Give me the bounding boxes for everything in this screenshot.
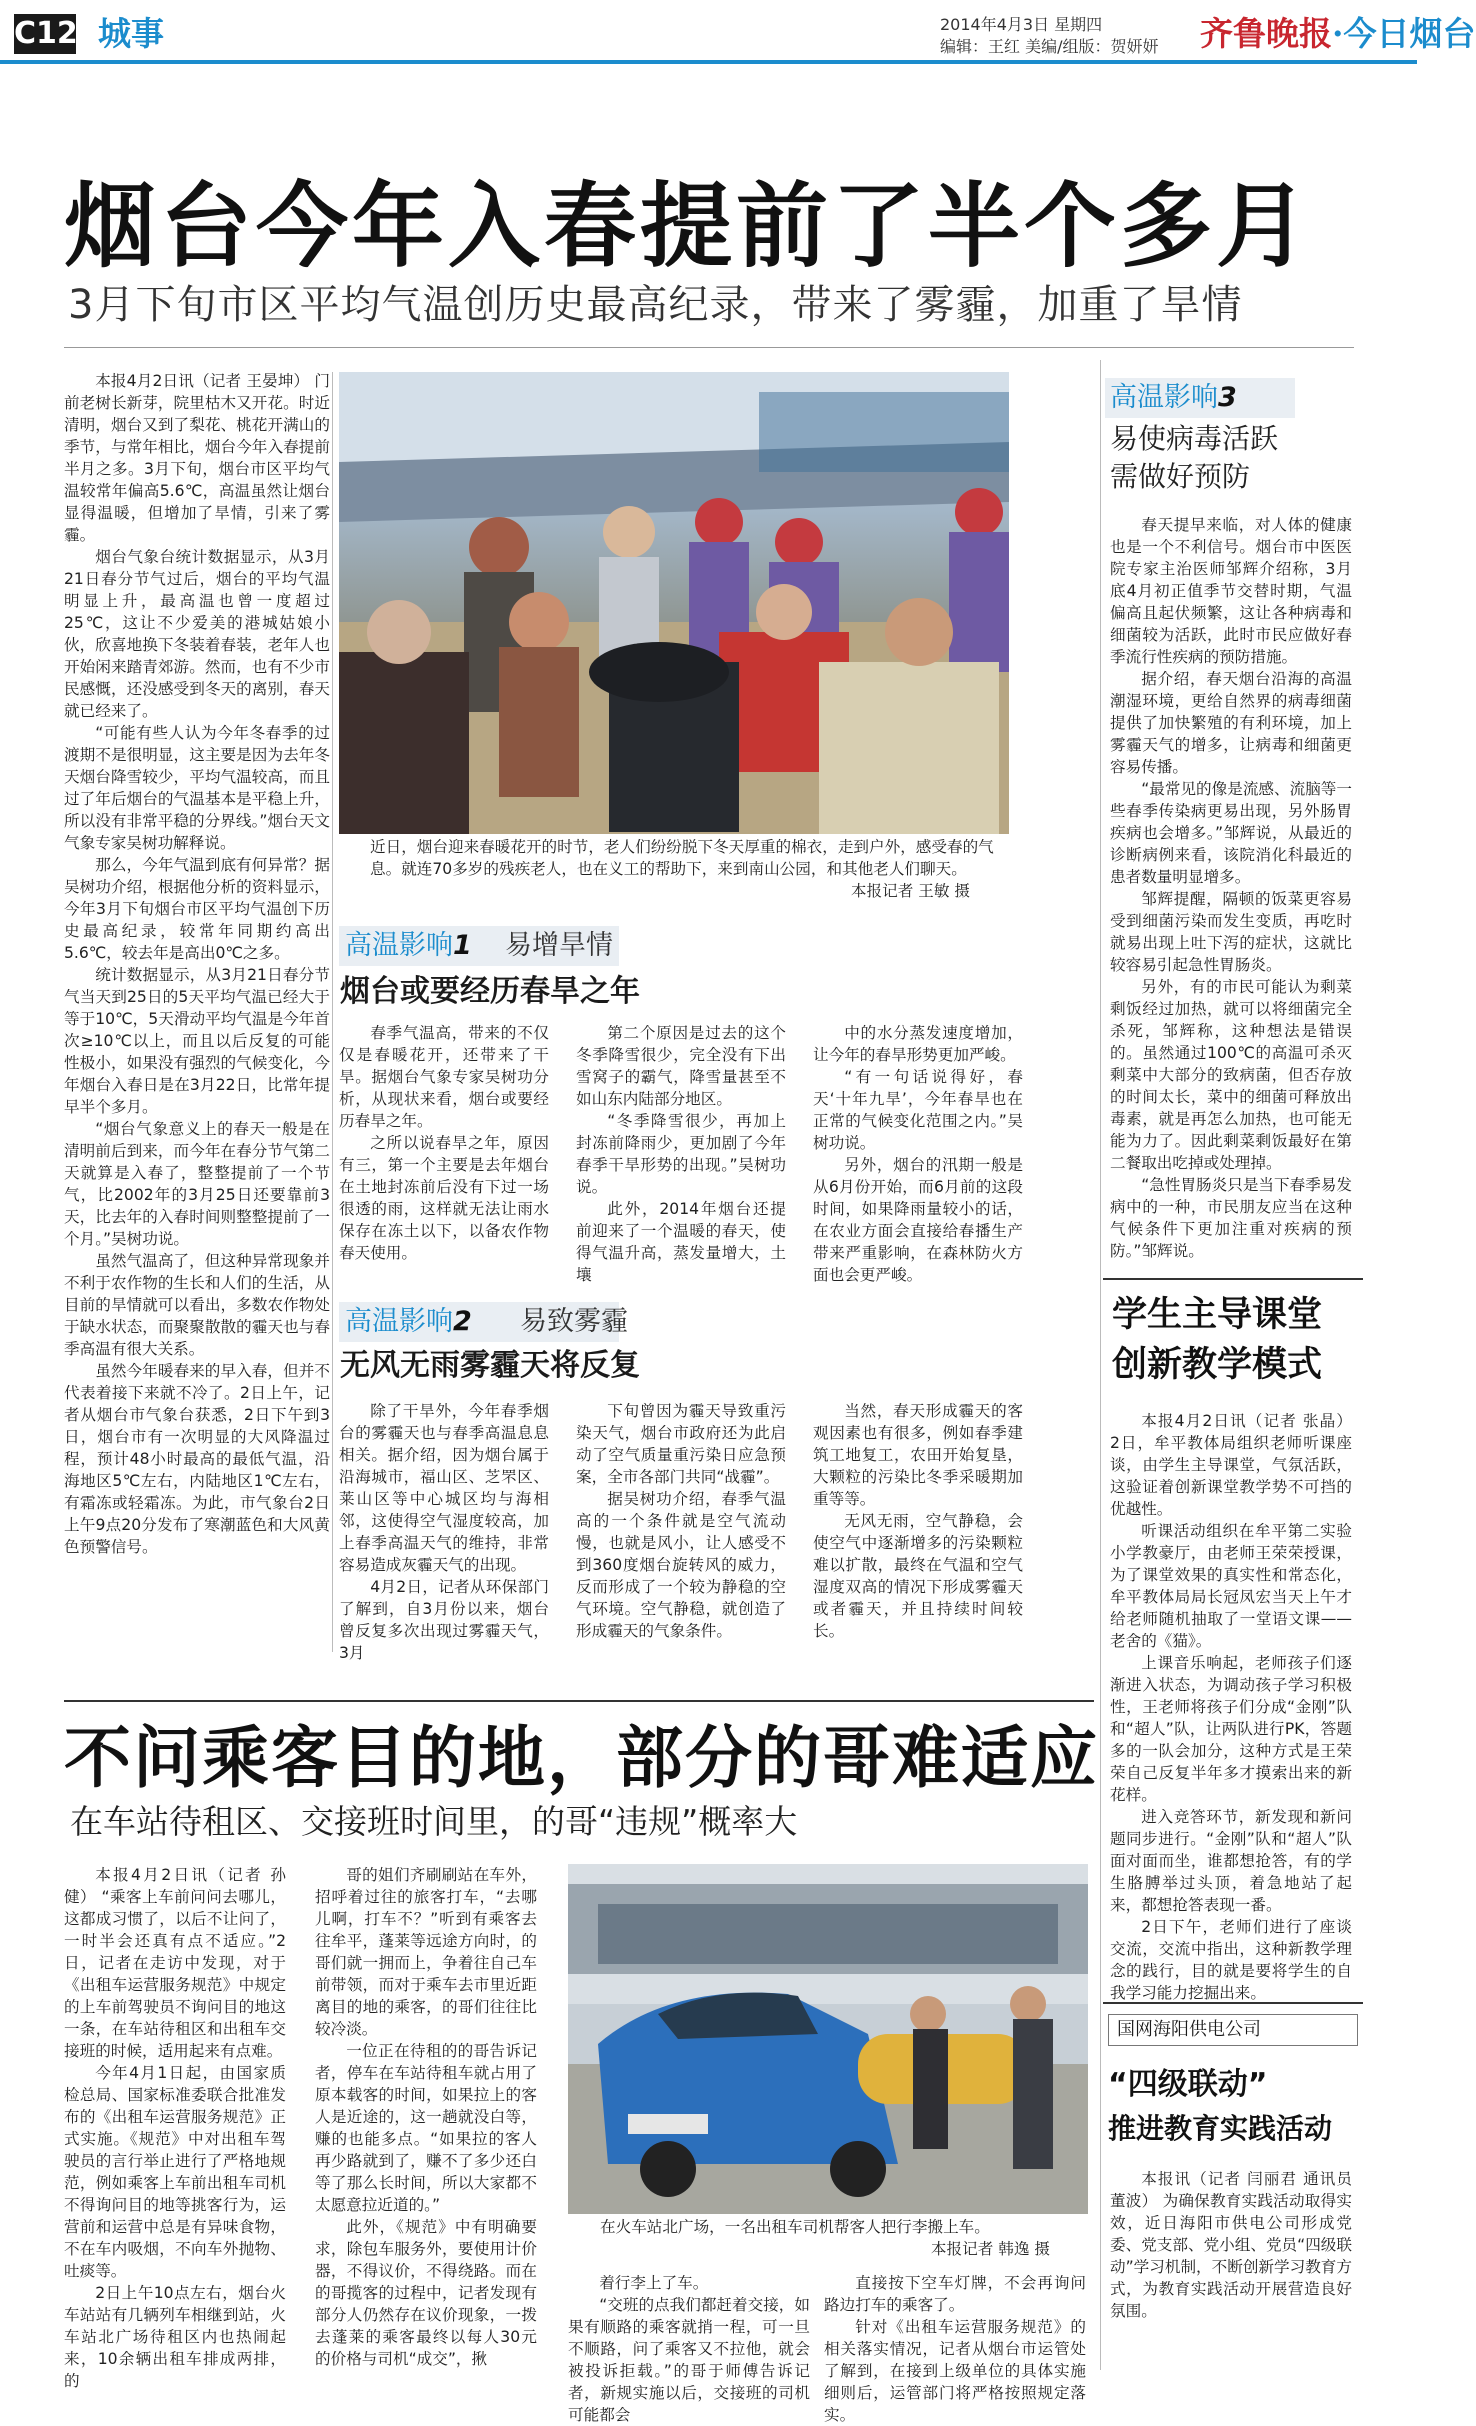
- paragraph: 之所以说春旱之年，原因有三，第一个主要是去年烟台在土地封冻前后没有下过一场很透的雨，这样就无法让雨水保存在冻土以下，以备农作物春天使用。: [339, 1134, 549, 1262]
- column-rule: [332, 372, 333, 1652]
- paragraph: 另外，有的市民可能认为剩菜剩饭经过加热，就可以将细菌完全杀死，邹辉称，这种想法是错误的。虽然通过100℃的高温可杀灭剩菜中大部分的致病菌，但否存放的时间太长，菜中的细菌可释放出毒素，就是再怎么加热，也可能无能为力了。因此剩菜剩饭最好在第二餐取出吃掉或处理掉。: [1110, 978, 1352, 1172]
- paragraph: 那么，今年气温到底有何异常？据吴树功介绍，根据他分析的资料显示，今年3月下旬烟台市区平均气温创下历史最高纪录，较常年同期约高出5.6℃，较去年是高出0℃之多。: [64, 856, 330, 962]
- story3-col2-text: [315, 1864, 537, 2370]
- paragraph: 4月2日，记者从环保部门了解到，自3月份以来，烟台曾反复多次出现过雾霾天气，3月: [339, 1578, 549, 1662]
- impact2-col-a: [339, 1400, 549, 1690]
- story3-col1-text: [64, 1864, 286, 2392]
- paragraph: 第二个原因是过去的这个冬季降雪很少，完全没有下出雪窝子的霸气，降雪量甚至不如山东内陆部分地区。: [576, 1024, 786, 1108]
- photo-caption-2-text: 在火车站北广场，一名出租车司机帮客人把行李搬上车。: [600, 2218, 990, 2236]
- paragraph: 此外，《规范》中有明确要求，除包车服务外，要使用计价器，不得议价，不得绕路。而在的哥揽客的过程中，记者发现有部分人仍然存在议价现象，一拨去蓬莱的乘客最终以每人30元的价格与司机“成交”，揪: [315, 2218, 537, 2368]
- story1-column-1: [64, 370, 330, 1650]
- impact2-tag: [345, 1302, 472, 1342]
- impact3-tag: [1110, 378, 1237, 418]
- section-name: 城事: [98, 14, 164, 53]
- paragraph: 哥的姐们齐刷刷站在车外，招呼着过往的旅客打车，“去哪儿啊，打车不？”听到有乘客去往牟平，蓬莱等远途方向时，的哥们就一拥而上，争着往自己车前带领，而对于乘车去市里近距离目的地的乘客，的哥们往往比较冷淡。: [315, 1866, 537, 2038]
- paragraph: 此外，2014年烟台还提前迎来了一个温暖的春天，使得气温升高，蒸发量增大，土壤: [576, 1200, 786, 1284]
- impact3-text-body: [1110, 514, 1352, 1262]
- impact2-headline: 无风无雨雾霾天将反复: [340, 1348, 640, 1383]
- spring-elders-photo: [339, 372, 1009, 834]
- story3-headline: 不问乘客目的地，部分的哥难适应: [64, 1719, 1099, 1797]
- right-divider-1: [1103, 1278, 1363, 1280]
- impact3-text: [1110, 514, 1352, 1274]
- impact2-col-c: [813, 1400, 1023, 1690]
- story2-text: [1110, 1410, 1352, 2002]
- story3-col4: [824, 2272, 1086, 2424]
- photo-illustration: [339, 372, 1009, 834]
- photo-credit-1: 本报记者 王敏 摄: [850, 882, 970, 900]
- paragraph: 无风无雨，空气静稳，会使空气中逐渐增多的污染颗粒难以扩散，最终在气温和空气湿度双高的情况下形成雾霾天或者霾天，并且持续时间较长。: [813, 1512, 1023, 1640]
- main-subheadline: 3月下旬市区平均气温创历史最高纪录，带来了雾霾，加重了旱情: [68, 282, 1243, 328]
- paragraph: 听课活动组织在牟平第二实验小学教豪厅，由老师王荣荣授课，为了课堂效果的真实性和常态化，牟平教体局局长冠凤宏当天上午才给老师随机抽取了一堂语文课——老舍的《猫》。: [1110, 1522, 1352, 1650]
- paragraph: 除了干旱外，今年春季烟台的雾霾天也与春季高温息息相关。据介绍，因为烟台属于沿海城市，福山区、芝罘区、莱山区等中心城区均与海相邻，这使得空气湿度较高，加上春季高温天气的维持，非常容易造成灰霾天气的出现。: [339, 1402, 549, 1574]
- story2-title-line2: 创新教学模式: [1112, 1345, 1323, 1385]
- story3-col1: [64, 1864, 286, 2390]
- paragraph: 下旬曾因为霾天导致重污染天气，烟台市政府还为此启动了空气质量重污染日应急预案，全市各部门共同“战霾”。: [576, 1402, 786, 1486]
- paragraph: 另外，烟台的汛期一般是从6月份开始，而6月前的这段时间，如果降雨量较小的话，在农业方面会直接给春播生产带来严重影响，在森林防火方面也会更严峻。: [813, 1156, 1023, 1284]
- issue-info: [940, 14, 1158, 58]
- header-divider: [0, 60, 1417, 64]
- paragraph: 上课音乐响起，老师孩子们逐渐进入状态，为调动孩子学习积极性，王老师将孩子们分成“金刚”队和“超人”队，让两队进行PK，答题多的一队会加分，这种方式是王荣荣自己反复半年多才摸索出来的新花样。: [1110, 1654, 1352, 1804]
- impact2-tag-number: 2: [453, 1306, 472, 1337]
- paragraph: 虽然今年暖春来的早入春，但并不代表着接下来就不冷了。2日上午，记者从烟台市气象台获悉，2日下午到3日，烟台市有一次明显的大风降温过程，预计48小时最高的最低气温，沿海地区5℃左右，内陆地区1℃左右，有霜冻或轻霜冻。为此，市气象台2日上午9点20分发布了寒潮蓝色和大风黄色预警信号。: [64, 1362, 330, 1556]
- impact1-col-a: [339, 1022, 549, 1312]
- ad-title-line2: 推进教育实践活动: [1108, 2112, 1333, 2145]
- impact3-tag-title: 易使病毒活跃: [1110, 422, 1279, 455]
- paragraph: 针对《出租车运营服务规范》的相关落实情况，记者从烟台市运管处了解到，在接到上级单位的具体实施细则后，运管部门将严格按照规定落实。: [824, 2318, 1086, 2424]
- impact2-col-a-text: [339, 1400, 549, 1664]
- paragraph: 本报讯（记者 闫丽君 通讯员 董波） 为确保教育实践活动取得实效，近日海阳市供电公司形成党委、党支部、党小组、党员“四级联动”学习机制，不断创新学习教育方式，为教育实践活动开展营造良好氛围。: [1110, 2170, 1352, 2320]
- main-headline: 烟台今年入春提前了半个多月: [64, 173, 1313, 280]
- story3-subheadline: 在车站待租区、交接班时间里，的哥“违规”概率大: [70, 1802, 798, 1841]
- story2-title-line1: 学生主导课堂: [1112, 1295, 1323, 1335]
- paragraph: 本报4月2日讯（记者 张晶） 2日，牟平教体局组织老师听课座谈，由学生主导课堂，气氛活跃，这验证着创新课堂教学势不可挡的优越性。: [1110, 1412, 1352, 1518]
- impact1-tag: [345, 926, 472, 966]
- paragraph: 进入竞答环节，新发现和新问题同步进行。“金刚”队和“超人”队面对面而坐，谁都想抢答，有的学生胳膊举过头顶，着急地站了起来，都想抢答表现一番。: [1110, 1808, 1352, 1914]
- story3-top-rule: [64, 1700, 1094, 1702]
- story1-col1-text: [64, 370, 330, 1558]
- impact1-tag-title: 易增旱情: [505, 930, 613, 961]
- impact1-col-c: [813, 1022, 1023, 1312]
- paragraph: “冬季降雪很少，再加上封冻前降雨少，更加剧了今年春季干旱形势的出现。”吴树功说。: [576, 1112, 786, 1196]
- paragraph: “急性胃肠炎只是当下春季易发病中的一种，市民朋友应当在这种气候条件下更加注重对疾病的预防。”邹辉说。: [1110, 1176, 1352, 1260]
- page-number: C12: [14, 14, 76, 54]
- paragraph: 当然，春天形成霾天的客观因素也有很多，例如春季建筑工地复工，农田开始复垦，大颗粒的污染比冬季采暖期加重等等。: [813, 1402, 1023, 1508]
- ad-text: [1110, 2168, 1352, 2368]
- ad-title-line1: “四级联动”: [1108, 2067, 1268, 2102]
- issue-date: 2014年4月3日 星期四: [940, 15, 1103, 34]
- impact1-headline: 烟台或要经历春旱之年: [340, 974, 640, 1009]
- paragraph: “交班的点我们都赶着交接，如果有顺路的乘客就捎一程，可一旦不顺路，问了乘客又不拉他，就会被投诉拒载。”的哥于师傅告诉记者，新规实施以后，交接班的司机可能都会: [568, 2296, 810, 2424]
- paragraph: 着行李上了车。: [599, 2274, 709, 2292]
- impact3-tag-label: 高温影响: [1110, 382, 1218, 413]
- ad-company: 国网海阳供电公司: [1108, 2014, 1358, 2046]
- impact1-tag-label: 高温影响: [345, 930, 453, 961]
- taxi-photo-illustration: [568, 1864, 1088, 2214]
- paragraph: 据介绍，春天烟台沿海的高温潮湿环境，更给自然界的病毒细菌提供了加快繁殖的有利环境，加上雾霾天气的增多，让病毒和细菌更容易传播。: [1110, 670, 1352, 776]
- taxi-station-photo: [568, 1864, 1088, 2214]
- impact3-tag-number: 3: [1218, 382, 1237, 413]
- brand-edition: ·今日烟台: [1332, 14, 1476, 53]
- newspaper-brand: [1200, 12, 1476, 56]
- paragraph: “最常见的像是流感、流脑等一些春季传染病更易出现，另外肠胃疾病也会增多。”邹辉说，从最近的诊断病例来看，该院消化科最近的患者数量明显增多。: [1110, 780, 1352, 886]
- paragraph: 据吴树功介绍，春季气温高的一个条件就是空气流动慢，也就是风小，让人感受不到360度烟台旋转风的威力，反而形成了一个较为静稳的空气环境。空气静稳，就创造了形成霾天的气象条件。: [576, 1490, 786, 1640]
- impact2-col-b-text: [576, 1400, 786, 1642]
- paragraph: “有一句话说得好，春天‘十年九旱’，今年春旱也在正常的气候变化范围之内。”吴树功说。: [813, 1068, 1023, 1152]
- impact2-col-c-text: [813, 1400, 1023, 1642]
- story3-col3: [568, 2272, 810, 2424]
- issue-editor: 编辑：王红 美编/组版：贺妍妍: [940, 37, 1159, 56]
- paragraph: “可能有些人认为今年冬春季的过渡期不是很明显，这主要是因为去年冬天烟台降雪较少，平均气温较高，而且过了年后烟台的气温基本是平稳上升，所以没有非常平稳的分界线。”烟台天文气象专家吴树功解释说。: [64, 724, 330, 852]
- story2-text-body: [1110, 1410, 1352, 2004]
- photo-credit-2: 本报记者 韩逸 摄: [930, 2240, 1050, 2258]
- story3-col3-text: [568, 2272, 810, 2426]
- paragraph: 2日下午，老师们进行了座谈交流，交流中指出，这种新教学理念的践行，目的就是要将学生的自我学习能力挖掘出来。: [1110, 1918, 1352, 2002]
- paragraph: 邹辉提醒，隔顿的饭菜更容易受到细菌污染而发生变质，再吃时就易出现上吐下泻的症状，这就比较容易引起急性胃肠炎。: [1110, 890, 1352, 974]
- paragraph: 今年4月1日起，由国家质检总局、国家标准委联合批准发布的《出租车运营服务规范》正式实施。《规范》中对出租车驾驶员的言行举止进行了严格地规范，例如乘客上车前出租车司机不得询问目的地等挑客行为，运营前和运营中总是有异味食物，不在车内吸烟，不向车外抛物、吐痰等。: [64, 2064, 286, 2280]
- paragraph: 2日上午10点左右，烟台火车站站有几辆列车相继到站，火车站北广场待租区内也热闹起来，10余辆出租车排成两排，的: [64, 2284, 286, 2390]
- paragraph: “烟台气象意义上的春天一般是在清明前后到来，而今年在春分节气第二天就算是入春了，整整提前了一个节气，比2002年的3月25日还要靠前3天，比去年的入春时间则整整提前了一个月。”吴树功说。: [64, 1120, 330, 1248]
- photo-caption-1-text: 近日，烟台迎来春暖花开的时节，老人们纷纷脱下冬天厚重的棉衣，走到户外，感受春的气息。就连70多岁的残疾老人，也在义工的帮助下，来到南山公园，和其他老人们聊天。: [370, 838, 994, 878]
- paragraph: 本报4月2日讯（记者 王晏坤） 门前老树长新芽，院里枯木又开花。时近清明，烟台又到了梨花、桃花开满山的季节，与常年相比，烟台今年入春提前半月之多。3月下旬，烟台市区平均气温较常年偏高5.6℃，高温虽然让烟台显得温暖，但增加了旱情，引来了雾霾。: [64, 372, 330, 544]
- paragraph: 春季气温高，带来的不仅仅是春暖花开，还带来了干旱。据烟台气象专家吴树功分析，从现状来看，烟台或要经历春旱之年。: [339, 1024, 549, 1130]
- impact1-col-b-text: [576, 1022, 786, 1286]
- story3-col2: [315, 1864, 537, 2374]
- impact1-tag-number: 1: [453, 930, 472, 961]
- paragraph: 本报4月2日讯（记者 孙健） “乘客上车前问问去哪儿，这都成习惯了，以后不让问了，一时半会还真有点不适应。”2日，记者在走访中发现，对于《出租车运营服务规范》中规定的上车前驾驶员不询问目的地这一条，在车站待租区和出租车交接班的时候，适用起来有点难。: [64, 1866, 286, 2060]
- impact2-col-b: [576, 1400, 786, 1690]
- paragraph: 统计数据显示，从3月21日春分节气当天到25日的5天平均气温已经大于等于10℃，5天滑动平均气温是今年首次≥10℃以上，而且以后反复的可能性极小，如果没有强烈的气候变化，今年烟台入春日是在3月22日，比常年提早半个多月。: [64, 966, 330, 1116]
- impact3-headline: 需做好预防: [1110, 460, 1251, 493]
- impact2-tag-label: 高温影响: [345, 1306, 453, 1337]
- brand-name: 齐鲁晚报: [1200, 14, 1332, 53]
- paragraph: 中的水分蒸发速度增加，让今年的春旱形势更加严峻。: [813, 1024, 1023, 1064]
- story3-col4-text: [824, 2272, 1086, 2426]
- headline-divider: [64, 347, 1354, 348]
- paragraph: 一位正在待租的的哥告诉记者，停车在车站待租车就占用了原本载客的时间，如果拉上的客人是近途的，这一趟就没白等，赚的也能多点。“如果拉的客人再少路就到了，赚不了多少还白等了那么长时间，所以大家都不太愿意拉近道的。”: [315, 2042, 537, 2214]
- right-divider-2: [1103, 2002, 1363, 2004]
- paragraph: 虽然气温高了，但这种异常现象并不利于农作物的生长和人们的生活，从目前的旱情就可以看出，多数农作物处于缺水状态，而聚聚散散的霾天也与春季高温有很大关系。: [64, 1252, 330, 1358]
- paragraph: 春天提早来临，对人体的健康也是一个不利信号。烟台市中医医院专家主治医师邹辉介绍称，3月底4月初正值季节交替时期，气温偏高且起伏频繁，这让各种病毒和细菌较为活跃，此时市民应做好春季流行性疾病的预防措施。: [1110, 516, 1352, 666]
- impact1-col-c-text: [813, 1022, 1023, 1286]
- photo-caption-1: [370, 836, 1010, 902]
- photo-caption-2: [600, 2216, 1090, 2266]
- paragraph: 烟台气象台统计数据显示，从3月21日春分节气过后，烟台的平均气温明显上升，最高温也曾一度超过25℃，这让不少爱美的港城姑娘小伙，欣喜地换下冬装着春装，老年人也开始闲来踏青郊游。然而，也有不少市民感慨，还没感受到冬天的离别，春天就已经来了。: [64, 548, 330, 720]
- right-column-rule: [1100, 360, 1101, 2370]
- impact1-col-b: [576, 1022, 786, 1312]
- impact2-tag-title: 易致雾霾: [520, 1306, 628, 1337]
- ad-text-body: [1110, 2168, 1352, 2322]
- paragraph: 直接按下空车灯牌，不会再询问路边打车的乘客了。: [824, 2274, 1086, 2314]
- impact1-col-a-text: [339, 1022, 549, 1264]
